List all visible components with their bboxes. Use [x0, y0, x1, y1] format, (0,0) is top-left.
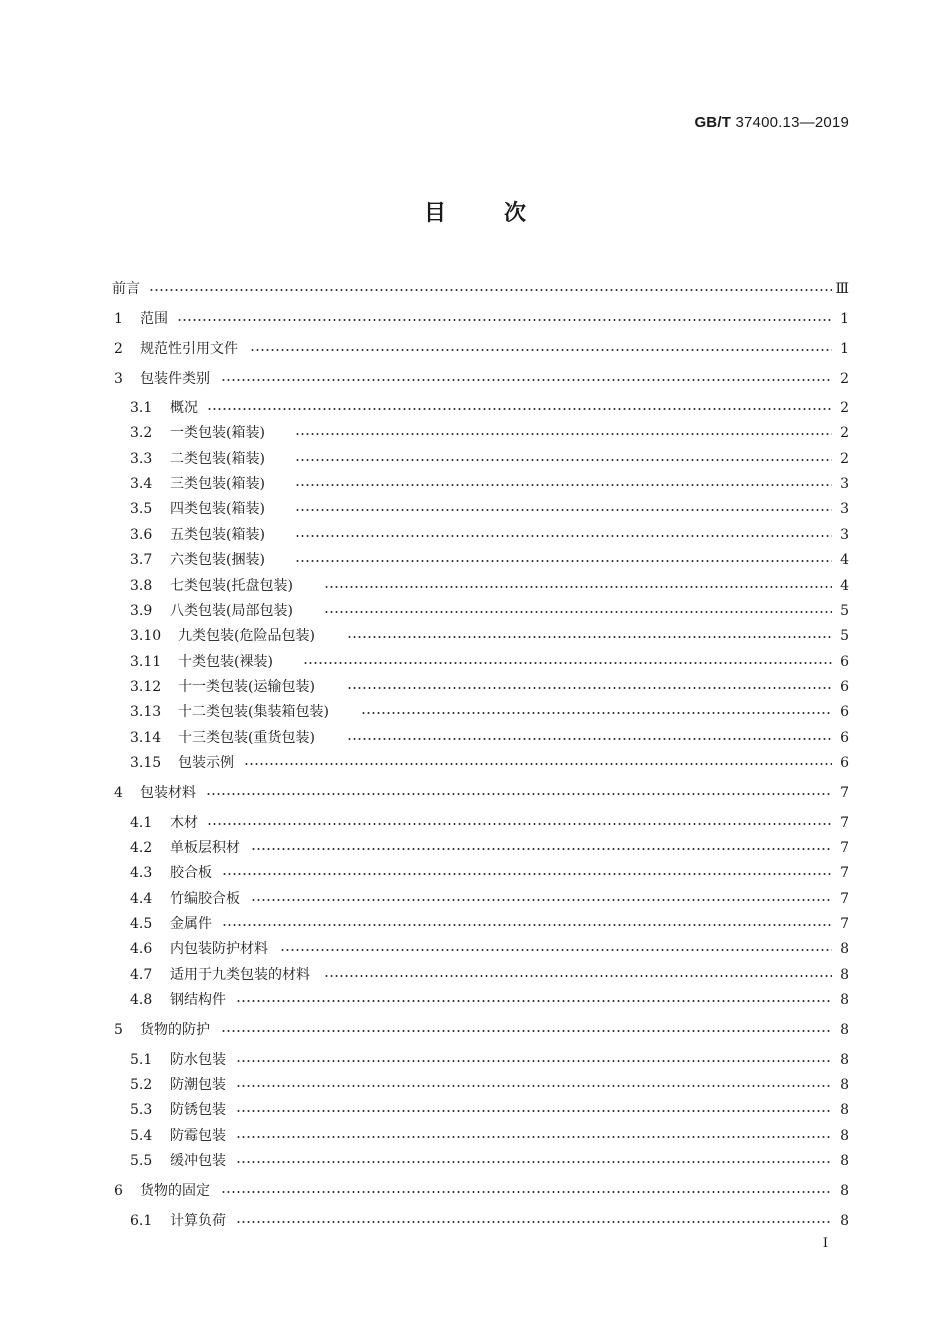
toc-dot-leader [236, 1221, 832, 1223]
toc-entry-page: 7 [840, 815, 849, 831]
toc-entry-number: 2 [114, 341, 123, 357]
toc-entry-number: 3.8 [130, 578, 153, 594]
toc-entry-page: 7 [840, 891, 849, 907]
toc-dot-leader [324, 975, 832, 977]
toc-dot-leader [221, 379, 832, 381]
toc-entry-label: 九类包装(危险品包装) [178, 628, 315, 644]
toc-entry-label: 包装示例 [178, 755, 234, 771]
toc-dot-leader [221, 1191, 832, 1193]
toc-entry-label: 内包装防护材料 [170, 941, 268, 957]
toc-dot-leader [303, 662, 832, 664]
toc-entry-page: 2 [840, 400, 849, 416]
page-number: I [822, 1236, 828, 1251]
toc-entry-page: 8 [840, 1153, 849, 1169]
toc-entry-page: 6 [840, 654, 849, 670]
toc-entry-label: 包装材料 [140, 785, 196, 801]
toc-entry[interactable] [0, 1099, 950, 1121]
toc-dot-leader [222, 873, 832, 875]
toc-entry-page: 8 [840, 967, 849, 983]
toc-entry-page: 8 [840, 992, 849, 1008]
toc-entry[interactable] [0, 1019, 950, 1041]
toc-entry-number: 1 [114, 311, 123, 327]
toc-entry[interactable] [0, 308, 950, 330]
toc-entry[interactable] [0, 812, 950, 834]
toc-entry[interactable] [0, 498, 950, 520]
toc-dot-leader [236, 1085, 832, 1087]
toc-entry-number: 5.5 [130, 1153, 153, 1169]
toc-dot-leader [324, 611, 832, 613]
toc-entry-page: 6 [840, 730, 849, 746]
toc-dot-leader [236, 1136, 832, 1138]
toc-entry-number: 3.10 [130, 628, 162, 644]
toc-entry-number: 3.11 [130, 654, 162, 670]
toc-entry-number: 3.15 [130, 755, 162, 771]
toc-dot-leader [295, 535, 832, 537]
toc-entry-number: 3.12 [130, 679, 162, 695]
toc-entry-page: 8 [840, 1213, 849, 1229]
toc-dot-leader [295, 560, 832, 562]
toc-entry-page: 8 [840, 941, 849, 957]
toc-entry-page: 8 [840, 1077, 849, 1093]
toc-entry-label: 竹编胶合板 [170, 891, 240, 907]
toc-entry-label: 二类包装(箱装) [170, 451, 265, 467]
toc-dot-leader [222, 924, 832, 926]
toc-entry[interactable] [0, 1150, 950, 1172]
toc-entry-label: 规范性引用文件 [140, 341, 238, 357]
toc-entry[interactable] [0, 549, 950, 571]
toc-entry-label: 包装件类别 [140, 371, 210, 387]
toc-entry-page: Ⅲ [835, 281, 849, 297]
toc-entry-page: 8 [840, 1022, 849, 1038]
toc-entry-label: 防锈包装 [170, 1102, 226, 1118]
toc-entry-label: 适用于九类包装的材料 [170, 967, 310, 983]
toc-entry-label: 三类包装(箱装) [170, 476, 265, 492]
toc-entry[interactable] [0, 338, 950, 360]
toc-dot-leader [295, 509, 832, 511]
toc-entry-number: 3.2 [130, 425, 153, 441]
toc-entry-label: 十三类包装(重货包装) [178, 730, 315, 746]
toc-entry-number: 4.3 [130, 865, 153, 881]
toc-entry[interactable] [0, 625, 950, 647]
toc-dot-leader [251, 848, 832, 850]
toc-entry-label: 八类包装(局部包装) [170, 603, 293, 619]
toc-entry-number: 4.1 [130, 815, 153, 831]
toc-entry-label: 货物的固定 [140, 1183, 210, 1199]
toc-entry[interactable] [0, 752, 950, 774]
toc-entry[interactable] [0, 676, 950, 698]
toc-entry[interactable] [0, 397, 950, 419]
toc-entry-number: 3.13 [130, 704, 162, 720]
toc-entry-number: 6.1 [130, 1213, 153, 1229]
toc-entry-number: 5.3 [130, 1102, 153, 1118]
toc-entry[interactable] [0, 651, 950, 673]
toc-entry-label: 前言 [112, 281, 140, 297]
toc-entry-page: 7 [840, 785, 849, 801]
toc-entry-page: 1 [840, 341, 849, 357]
toc-entry-label: 胶合板 [170, 865, 212, 881]
toc-dot-leader [250, 349, 832, 351]
toc-entry-page: 2 [840, 425, 849, 441]
toc-entry-label: 五类包装(箱装) [170, 527, 265, 543]
toc-entry-page: 3 [840, 476, 849, 492]
toc-entry-page: 7 [840, 916, 849, 932]
toc-entry-label: 货物的防护 [140, 1022, 210, 1038]
toc-entry-label: 四类包装(箱装) [170, 501, 265, 517]
toc-entry-page: 1 [840, 311, 849, 327]
toc-entry-label: 十一类包装(运输包装) [178, 679, 315, 695]
toc-dot-leader [361, 712, 832, 714]
toc-dot-leader [251, 899, 832, 901]
toc-entry-page: 8 [840, 1102, 849, 1118]
toc-entry-number: 3.14 [130, 730, 162, 746]
toc-entry[interactable] [0, 1049, 950, 1071]
toc-entry-page: 6 [840, 704, 849, 720]
toc-entry[interactable] [0, 278, 950, 300]
toc-entry-label: 单板层积材 [170, 840, 240, 856]
toc-entry[interactable] [0, 524, 950, 546]
toc-entry-number: 4.5 [130, 916, 153, 932]
toc-entry-page: 3 [840, 527, 849, 543]
toc-entry[interactable] [0, 575, 950, 597]
toc-entry[interactable] [0, 989, 950, 1011]
toc-entry[interactable] [0, 473, 950, 495]
toc-entry-number: 6 [114, 1183, 123, 1199]
toc-dot-leader [236, 1110, 832, 1112]
toc-entry-label: 木材 [170, 815, 198, 831]
toc-entry-number: 3.4 [130, 476, 153, 492]
toc-entry-page: 4 [840, 552, 849, 568]
toc-entry[interactable] [0, 368, 950, 390]
toc-entry-number: 5.1 [130, 1052, 153, 1068]
toc-entry-label: 十类包装(裸装) [178, 654, 273, 670]
toc-entry-page: 6 [840, 679, 849, 695]
toc-entry[interactable] [0, 888, 950, 910]
toc-entry-page: 8 [840, 1128, 849, 1144]
toc-entry[interactable] [0, 782, 950, 804]
toc-entry[interactable] [0, 938, 950, 960]
toc-entry[interactable] [0, 1125, 950, 1147]
toc-dot-leader [236, 1060, 832, 1062]
toc-entry-number: 5.4 [130, 1128, 153, 1144]
toc-entry-number: 3.5 [130, 501, 153, 517]
toc-entry[interactable] [0, 727, 950, 749]
toc-dot-leader [177, 319, 832, 321]
toc-entry-page: 5 [840, 603, 849, 619]
toc-entry-number: 4.2 [130, 840, 153, 856]
toc-entry-label: 七类包装(托盘包装) [170, 578, 293, 594]
toc-entry-label: 十二类包装(集装箱包装) [178, 704, 329, 720]
toc-dot-leader [244, 763, 832, 765]
toc-entry[interactable] [0, 1210, 950, 1232]
toc-entry[interactable] [0, 913, 950, 935]
toc-entry-number: 3.3 [130, 451, 153, 467]
toc-entry-page: 7 [840, 840, 849, 856]
toc-entry[interactable] [0, 1180, 950, 1202]
standard-id: 37400.13—2019 [735, 114, 849, 131]
toc-dot-leader [206, 793, 832, 795]
toc-entry[interactable] [0, 862, 950, 884]
toc-dot-leader [295, 433, 832, 435]
toc-entry-page: 2 [840, 371, 849, 387]
toc-entry-label: 范围 [140, 311, 168, 327]
toc-dot-leader [324, 586, 832, 588]
toc-entry-page: 8 [840, 1052, 849, 1068]
toc-entry[interactable] [0, 448, 950, 470]
toc-dot-leader [236, 1000, 832, 1002]
toc-entry-number: 5.2 [130, 1077, 153, 1093]
toc-entry-page: 7 [840, 865, 849, 881]
toc-dot-leader [295, 484, 832, 486]
toc-entry-number: 3.1 [130, 400, 153, 416]
toc-entry-label: 防潮包装 [170, 1077, 226, 1093]
toc-entry-label: 六类包装(捆装) [170, 552, 265, 568]
toc-entry-number: 3.6 [130, 527, 153, 543]
toc-entry[interactable] [0, 422, 950, 444]
toc-entry-page: 3 [840, 501, 849, 517]
toc-entry-label: 计算负荷 [170, 1213, 226, 1229]
toc-entry-number: 3 [114, 371, 123, 387]
toc-entry-number: 4.7 [130, 967, 153, 983]
toc-entry-label: 缓冲包装 [170, 1153, 226, 1169]
toc-entry-number: 5 [114, 1022, 123, 1038]
toc-entry[interactable] [0, 600, 950, 622]
toc-entry-page: 4 [840, 578, 849, 594]
toc-entry-page: 8 [840, 1183, 849, 1199]
page-title: 目次 [423, 201, 584, 226]
toc-entry-label: 金属件 [170, 916, 212, 932]
toc-dot-leader [295, 459, 832, 461]
toc-entry-label: 概况 [170, 400, 198, 416]
toc-entry-number: 3.7 [130, 552, 153, 568]
toc-entry-label: 一类包装(箱装) [170, 425, 265, 441]
toc-entry[interactable] [0, 964, 950, 986]
toc-dot-leader [236, 1161, 832, 1163]
toc-dot-leader [207, 823, 832, 825]
toc-dot-leader [221, 1030, 832, 1032]
toc-entry-number: 4 [114, 785, 123, 801]
toc-entry-label: 防水包装 [170, 1052, 226, 1068]
toc-entry[interactable] [0, 701, 950, 723]
toc-dot-leader [207, 408, 832, 410]
toc-dot-leader [347, 636, 832, 638]
toc-entry-label: 钢结构件 [170, 992, 226, 1008]
toc-entry-page: 6 [840, 755, 849, 771]
toc-entry[interactable] [0, 1074, 950, 1096]
toc-dot-leader [347, 687, 832, 689]
toc-dot-leader [149, 289, 832, 291]
toc-entry-number: 3.9 [130, 603, 153, 619]
toc-entry-page: 2 [840, 451, 849, 467]
standard-prefix: GB/T [694, 114, 732, 131]
toc-dot-leader [280, 949, 832, 951]
toc-entry[interactable] [0, 837, 950, 859]
toc-entry-number: 4.6 [130, 941, 153, 957]
toc-dot-leader [347, 738, 832, 740]
toc-entry-page: 5 [840, 628, 849, 644]
toc-entry-number: 4.4 [130, 891, 153, 907]
toc-entry-number: 4.8 [130, 992, 153, 1008]
toc-entry-label: 防霉包装 [170, 1128, 226, 1144]
